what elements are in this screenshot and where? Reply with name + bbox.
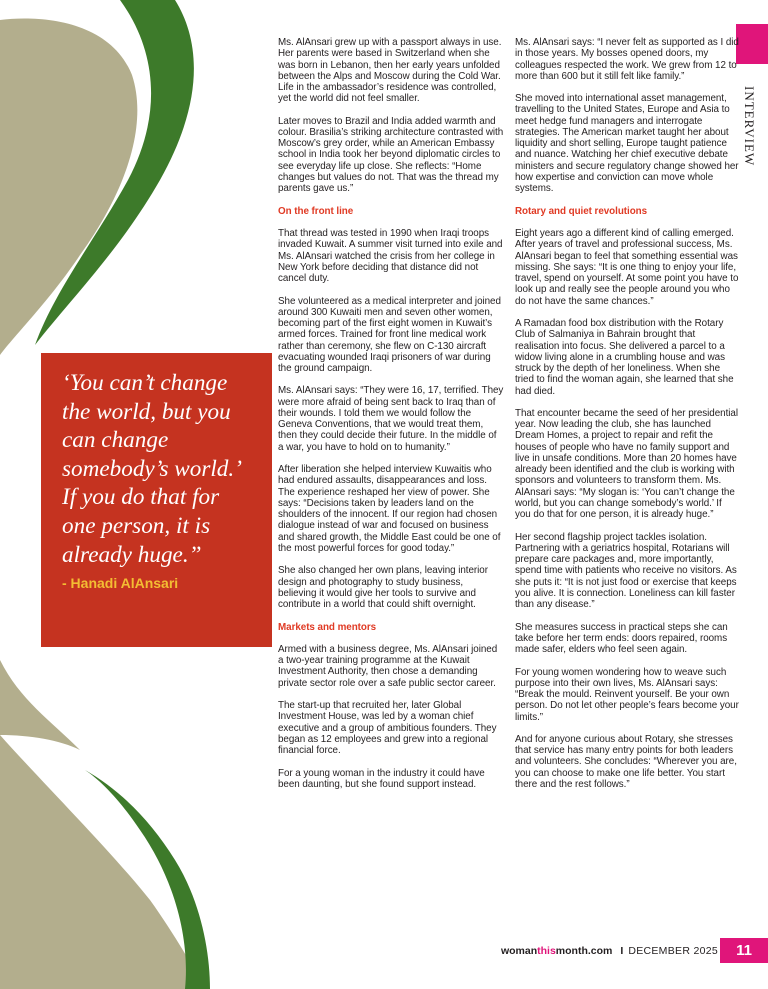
article-paragraph: Her second flagship project tackles isolation. Partnering with a geriatrics hospital, Rotarians will prepare care packages and, more importantly, spend time with patients who receive no visitors. As she puts it: “It is not just food or exercise that keeps you alive. It is connection. Loneliness can kill faster than any disease.”: [515, 531, 737, 611]
article-paragraph: A Ramadan food box distribution with the Rotary Club of Salmaniya in Bahrain brought that realisation into focus. She delivered a parcel to a widow living alone in a crumbling house and was struck by the depth of her loneliness. When she tried to find the woman again, she learned that she had died.: [515, 318, 734, 397]
article-paragraph: She also changed her own plans, leaving interior design and photography to study business, believing it would give her tools to survive and contribute in a world that could shift overnight.: [278, 565, 488, 611]
article-paragraph: The start-up that recruited her, later Global Investment House, was led by a woman chief executive and a group of ambitious founders. They began as 12 employees and grew into a regional financial force.: [278, 700, 497, 757]
article-paragraph: She volunteered as a medical interpreter and joined around 300 Kuwaiti men and seven other women, becoming part of the first eight women in Kuwait’s armed forces. Trained for front line medical work rather than ceremony, she flew on C-130 aircraft evacuating wounded Iraqi prisoners of war during the ground campaign.: [278, 295, 501, 374]
issue-date: DECEMBER 2025: [628, 945, 718, 957]
article-paragraph: She moved into international asset management, travelling to the United States, Europe and Asia to meet hedge fund managers and interrogate strategies. The American market taught her about liquidity and short selling, Europe taught patience and nuance. Watching her chief executive debate ministers and secure regulatory change showed her how expertise and conviction can move whole systems.: [515, 93, 739, 195]
article-column-right: [515, 37, 740, 801]
footer-separator: I: [620, 945, 624, 957]
article-paragraph: After liberation she helped interview Kuwaitis who had endured assaults, disappearances and loss. The experience reshaped her view of power. She says: “Decisions taken by leaders land on the shoulders of the innocent. If our region had chosen dialogue instead of war and focused on business and shared growth, the Middle East could be one of the most powerful forces for good today.”: [278, 464, 501, 554]
brand-wordmark[interactable]: [501, 945, 612, 957]
article-paragraph: For a young woman in the industry it could have been daunting, but she found support instead.: [278, 767, 485, 790]
article-paragraph: For young women wondering how to weave such purpose into their own lives, Ms. AlAnsari says: “Break the mould. Reinvent yourself. Be your own person. Do not let other people’s fears become your limits.”: [515, 666, 739, 723]
article-paragraph: Armed with a business degree, Ms. AlAnsari joined a two-year training programme at the Kuwait Investment Authority, then chose a demanding private sector role over a safe public sector career.: [278, 643, 498, 689]
page-number: 11: [720, 938, 768, 963]
article-paragraph: That encounter became the seed of her presidential year. Now leading the club, she has launched Dream Homes, a project to repair and refit the houses of people who have no family support and live in unsafe conditions. More than 20 homes have already been identified and the club is working with sponsors and volunteers to transform them. Ms. AlAnsari says: “My slogan is: ‘You can’t change the world, but you can change somebody’s world.’ If you do that for one person, it is already huge.”: [515, 407, 738, 521]
article-paragraph: Ms. AlAnsari says: “I never felt as supported as I did in those years. My bosses opened doors, my colleagues respected the work. We grew from 12 to more than 600 but it still felt like family.”: [515, 37, 739, 82]
section-tab-marker: [736, 24, 768, 64]
brand-part-month: month.com: [555, 945, 613, 957]
pull-quote-box: [41, 353, 272, 647]
section-heading-front-line: On the front line: [278, 205, 354, 217]
article-paragraph: Ms. AlAnsari says: “They were 16, 17, terrified. They were more afraid of being sent back to Iraq than of their wounds. I told them we would follow the Geneva Conventions, that we would treat them, then they could decide their future. In the middle of a war, you have to hold on to humanity.”: [278, 385, 504, 453]
page-footer: [501, 943, 718, 959]
article-paragraph: And for anyone curious about Rotary, she stresses that service has many entry points for both leaders and volunteers. She concludes: “Wherever you are, you can choose to make one life better. You start there and the rest follows.”: [515, 733, 737, 790]
olive-swirl-top: [0, 19, 137, 355]
section-heading-rotary: Rotary and quiet revolutions: [515, 205, 648, 217]
pull-quote-author: - Hanadi AlAnsari: [62, 575, 179, 592]
brand-part-woman: woman: [500, 945, 538, 957]
article-paragraph: She measures success in practical steps she can take before her term ends: doors repaired, rooms made safer, elders who feel seen again.: [515, 621, 728, 656]
article-paragraph: Eight years ago a different kind of calling emerged. After years of travel and professional success, Ms. AlAnsari began to feel that something essential was missing. She says: “It is one thing to enjoy your life, travel, spend on yourself. At some point you have to look up and really see the people around you who do not have the same chances.”: [515, 228, 739, 307]
section-label: INTERVIEW: [742, 86, 757, 167]
olive-swirl-mid: [0, 660, 80, 750]
article-paragraph: That thread was tested in 1990 when Iraqi troops invaded Kuwait. A summer visit turned into exile and Ms. AlAnsari watched the crisis from her college in New York before deciding that distance did not cancel duty.: [278, 228, 503, 285]
article-paragraph: Ms. AlAnsari grew up with a passport always in use. Her parents were based in Switzerland when she was born in Lebanon, then her early years unfolded between the Alps and Moscow during the Cold War. Life in the ambassador’s residence was controlled, yet the world did not feel smaller.: [278, 37, 502, 105]
article-column-left: [278, 37, 504, 801]
section-heading-markets-mentors: Markets and mentors: [278, 621, 377, 633]
article-paragraph: Later moves to Brazil and India added warmth and colour. Brasilia’s striking architecture contrasted with Moscow’s grey order, while an American Embassy school in India took her beyond diplomatic circles to see everyday life up close. She reflects: “Home changes but values do not. That was the thread my parents gave us.”: [278, 115, 504, 195]
pull-quote-text: ‘You can’t change the world, but you can change somebody’s world.’ If you do that for one person, it is already huge.”: [62, 370, 240, 568]
brand-part-this: this: [537, 945, 556, 957]
